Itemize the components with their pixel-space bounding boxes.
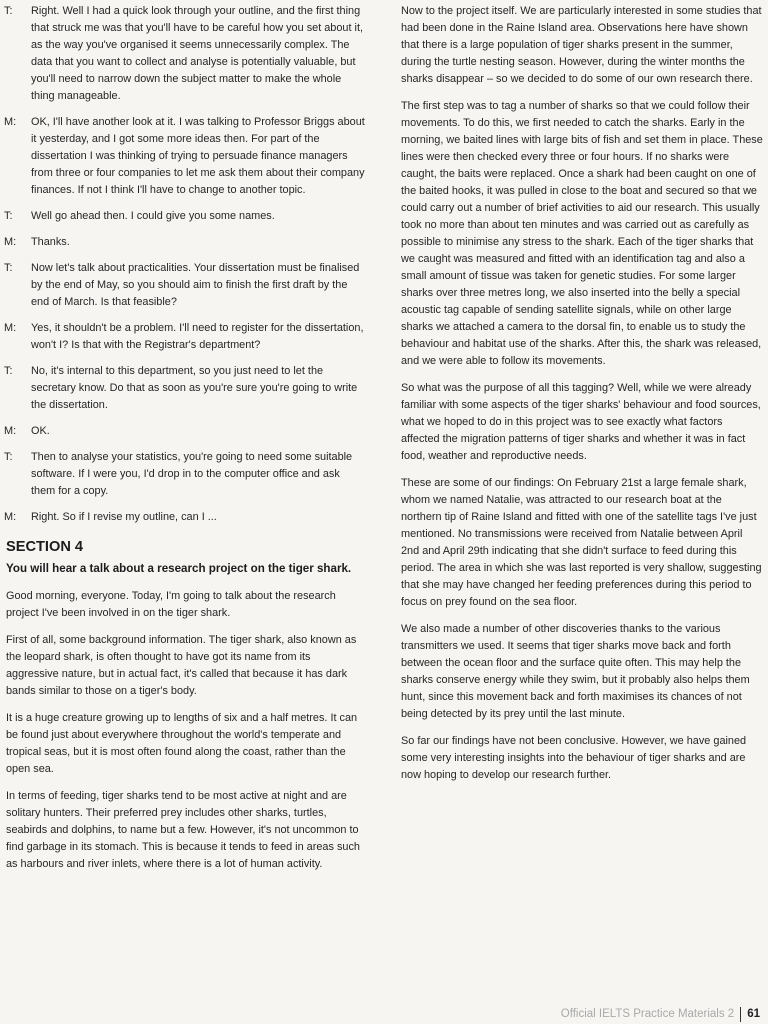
paragraph: Now to the project itself. We are particularly interested in some studies that had been done in the Raine Island area. Observations here have shown that there is a large population of tiger sharks present in the summer, during the turtle nesting season. However, during the winter months the sharks disappear – so we decided to do some of our own research there. [401, 5, 762, 85]
dialogue-turn [4, 449, 366, 500]
dialogue-text: Well go ahead then. I could give you some names. [31, 210, 275, 222]
dialogue-text: Thanks. [31, 236, 70, 248]
section-instruction: You will hear a talk about a research project on the tiger shark. [6, 562, 352, 575]
dialogue-turn [4, 260, 366, 311]
dialogue-turn [4, 114, 366, 199]
dialogue-turn [4, 234, 366, 251]
paragraph: The first step was to tag a number of sharks so that we could follow their movements. To do this, we first needed to catch the sharks. Early in the morning, we baited lines with large bits of fish and set them in place. These lines were then checked every three or four hours. If no sharks were caught, the baits were replaced. Once a shark had been caught on one of the baited hooks, it was pulled in close to the boat and secured so that we could carry out a number of brief activities to aid our research. This usually took no more than about ten minutes and was carried out as carefully as possible to minimise any stress to the shark. Each of the tiger sharks that we caught was measured and fitted with an identification tag and also a small amount of tissue was taken for genetic studies. For some larger sharks over three metres long, we also inserted into the belly a special acoustic tag capable of sending satellite signals, while on other large sharks we attached a camera to the dorsal fin, to enable us to study the behaviour and habitat use of the sharks. After this, the shark was released, and we were able to follow its movements. [401, 100, 763, 367]
dialogue-text: Then to analyse your statistics, you're going to need some suitable software. If I were you, I'd drop in to the computer office and ask them for a copy. [31, 451, 353, 497]
speaker-label: M: [4, 116, 17, 128]
dialogue-turn [4, 509, 366, 526]
dialogue-turn [4, 320, 366, 354]
speaker-label: T: [4, 365, 13, 377]
dialogue-text: Right. Well I had a quick look through your outline, and the first thing that struck me was that you'll have to be careful how you set about it, as the way you've organised it seems unnecessarily complex. The data that you want to collect and analyse is potentially valuable, but you'll need to narrow down the subject matter to make the whole thing manageable. [31, 5, 363, 102]
paragraph: First of all, some background information. The tiger shark, also known as the leopard shark, is often thought to have got its name from its aggressive nature, but in actual fact, it's called that because it has dark bands similar to those on a tiger's body. [6, 634, 357, 697]
dialogue-text: Right. So if I revise my outline, can I ... [31, 511, 217, 523]
paragraph: In terms of feeding, tiger sharks tend to be most active at night and are solitary hunters. Their preferred prey includes other sharks, turtles, seabirds and dolphins, to name but a few. However, it's not uncommon to find garbage in its stomach. This is because it tends to feed in areas such as harbours and river inlets, where there is a lot of human activity. [6, 790, 360, 870]
speaker-label: T: [4, 451, 13, 463]
dialogue-text: OK, I'll have another look at it. I was talking to Professor Briggs about it yesterday, and I got some more ideas then. For part of the dissertation I was thinking of trying to persuade finance managers from three or four companies to let me ask them about their company finances. If not I think I'll have to change to another topic. [31, 116, 365, 196]
dialogue-text: Now let's talk about practicalities. Your dissertation must be finalised by the end of May, so you should aim to finish the first draft by the end of March. Is that feasible? [31, 262, 360, 308]
page-footer [561, 1006, 760, 1022]
right-column [401, 3, 763, 794]
dialogue-turn [4, 423, 366, 440]
paragraph: These are some of our findings: On February 21st a large female shark, whom we named Natalie, was attracted to our research boat at the northern tip of Raine Island and fitted with one of the satellite tags I've just mentioned. No transmissions were received from Natalie between April 2nd and April 29th indicating that she didn't surface to feed during this period. The area in which she was last reported is very shallow, suggesting that she may have changed her feeding preferences during this period to focus on prey found on the sea floor. [401, 477, 762, 608]
speaker-label: T: [4, 262, 13, 274]
dialogue-text: OK. [31, 425, 50, 437]
speaker-label: M: [4, 425, 17, 437]
dialogue-text: Yes, it shouldn't be a problem. I'll need to register for the dissertation, won't I? Is that with the Registrar's department? [31, 322, 364, 351]
paragraph: We also made a number of other discoveries thanks to the various transmitters we used. It seems that tiger sharks move back and forth between the ocean floor and the surface quite often. This may help the sharks conserve energy while they swim, but it probably also helps them hunt, since this movement back and forth maximises its chances of not being detected by its prey until the last minute. [401, 623, 750, 720]
footer-brand: Official IELTS Practice Materials 2 [560, 1008, 735, 1020]
page-number: 61 [747, 1008, 760, 1020]
paragraph: Good morning, everyone. Today, I'm going to talk about the research project I've been involved in on the tiger shark. [6, 590, 336, 619]
speaker-label: T: [4, 210, 13, 222]
paragraph: It is a huge creature growing up to lengths of six and a half metres. It can be found just about everywhere throughout the world's temperate and tropical seas, but it is most often found along the coast, rather than the open sea. [6, 712, 358, 775]
speaker-label: M: [4, 236, 17, 248]
dialogue-turn [4, 3, 366, 105]
left-column [4, 3, 366, 883]
dialogue-turn [4, 363, 366, 414]
dialogue-turn [4, 208, 366, 225]
dialogue-text: No, it's internal to this department, so you just need to let the secretary know. Do that as soon as you're sure you're going to write the dissertation. [31, 365, 358, 411]
paragraph: So far our findings have not been conclusive. However, we have gained some very interesting insights into the behaviour of tiger sharks and are now hoping to develop our research further. [401, 735, 747, 781]
speaker-label: T: [4, 5, 13, 17]
speaker-label: M: [4, 322, 17, 334]
paragraph: So what was the purpose of all this tagging? Well, while we were already familiar with some aspects of the tiger sharks' behaviour and food sources, what we hoped to do in this project was to see exactly what factors affected the migration patterns of tiger sharks and whether it was in fact food, weather and reproductive needs. [401, 382, 761, 462]
section-heading: SECTION 4 [6, 539, 84, 555]
speaker-label: M: [4, 511, 17, 523]
footer-divider [740, 1007, 741, 1022]
